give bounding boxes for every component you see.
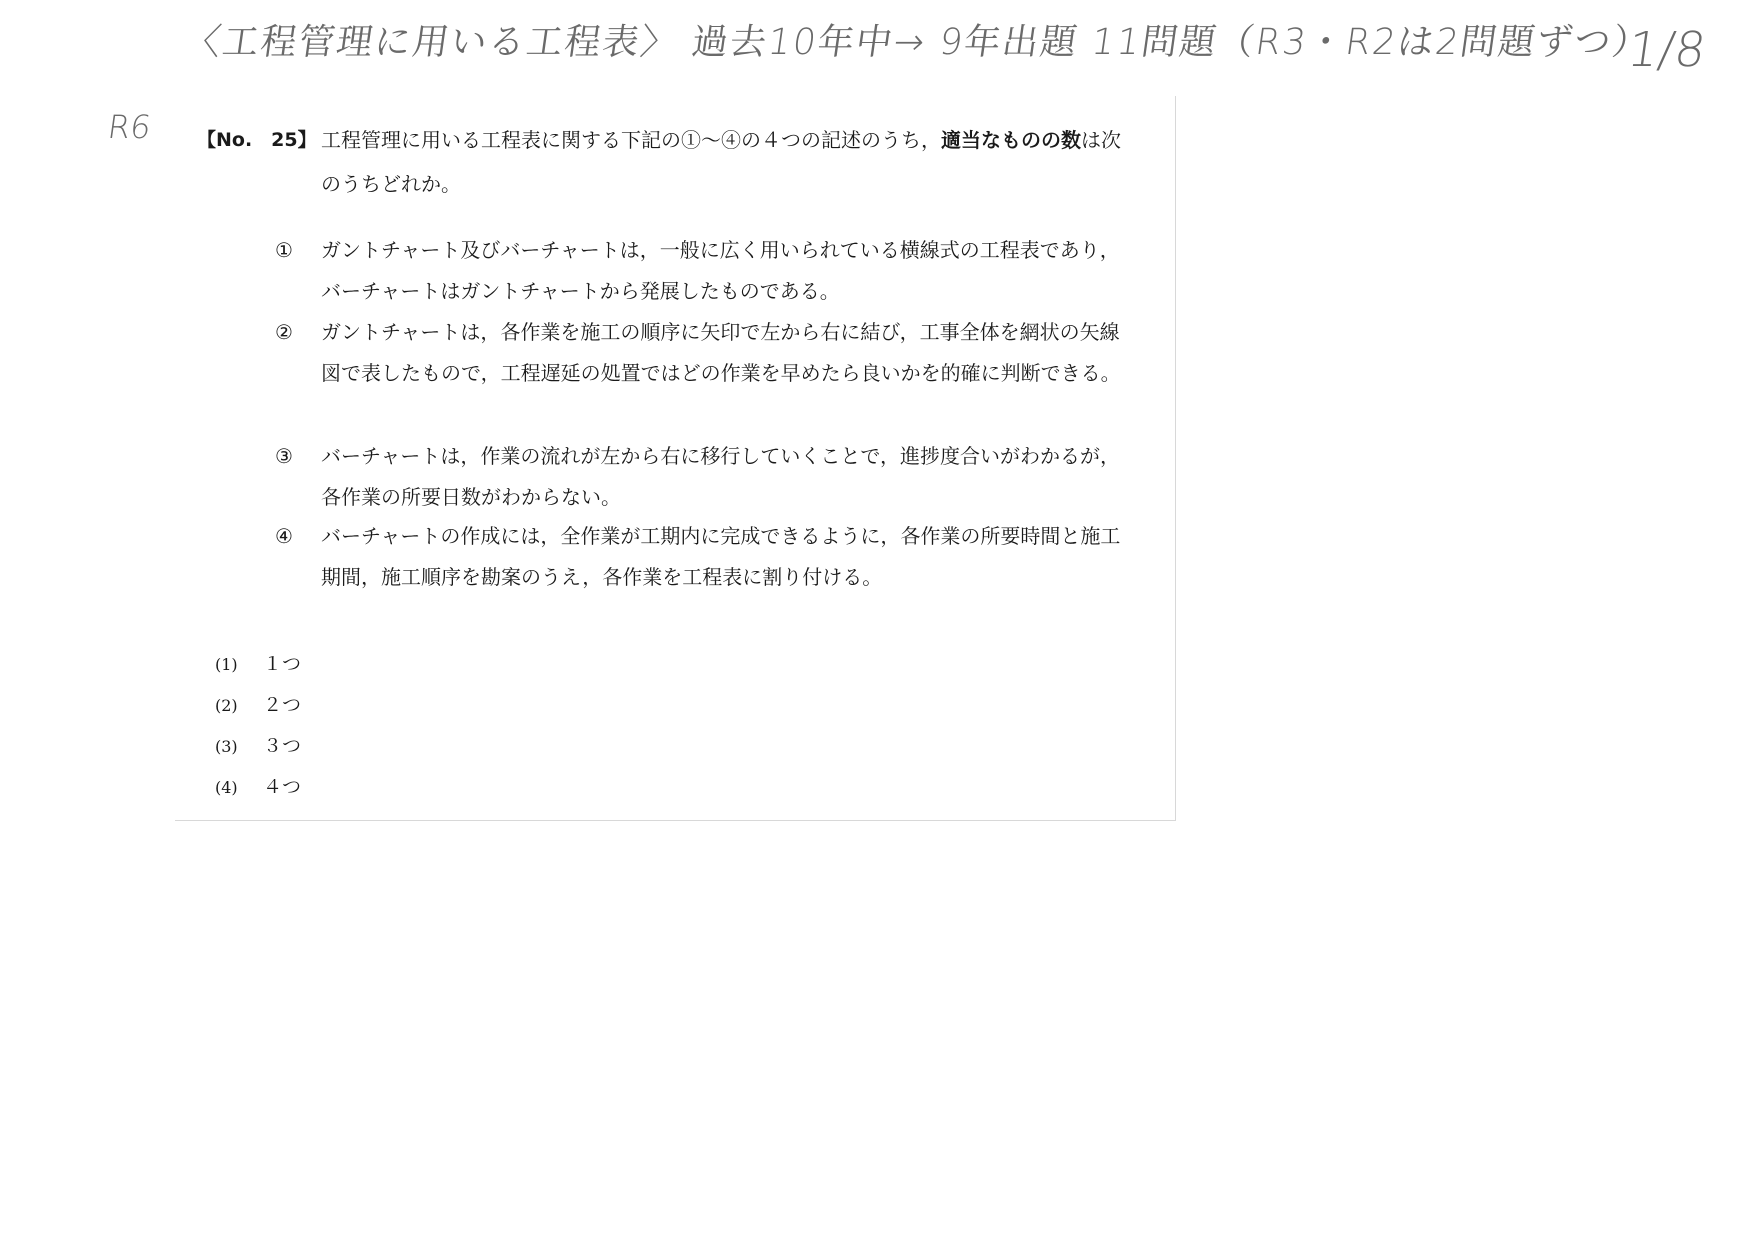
choice-label: ２つ: [263, 694, 302, 716]
answer-choice-1[interactable]: [215, 649, 301, 680]
statement-text: バーチャートは，作業の流れが左から右に移行していくことで，進捗度合いがわかるが，各作業の所要日数がわからない。: [321, 444, 1120, 509]
statement-marker: ①: [275, 238, 293, 262]
handwritten-year-mark: R6: [105, 108, 154, 146]
choice-label: ４つ: [263, 776, 302, 798]
statement-marker: ③: [275, 444, 293, 468]
statement-marker: ②: [275, 320, 293, 344]
answer-choice-4[interactable]: [215, 772, 301, 803]
statement-text: バーチャートの作成には，全作業が工期内に完成できるように，各作業の所要時間と施工期間，施工順序を勘案のうえ，各作業を工程表に割り付ける。: [321, 524, 1121, 589]
statement-text: ガントチャート及びバーチャートは，一般に広く用いられている横線式の工程表であり，バーチャートはガントチャートから発展したものである。: [321, 238, 1120, 303]
handwritten-header-note: 〈工程管理に用いる工程表〉 過去10年中→ 9年出題 11問題（R3・R2は2問題ずつ）: [181, 22, 1654, 63]
question-text-emphasis: 適当なものの数: [941, 128, 1081, 152]
choice-number: (4): [215, 778, 238, 797]
choice-number: (3): [215, 737, 238, 756]
choice-label: １つ: [263, 653, 302, 675]
answer-choice-2[interactable]: [215, 690, 301, 721]
choice-label: ３つ: [263, 735, 302, 757]
question-text-part1: 工程管理に用いる工程表に関する下記の①～④の４つの記述のうち，: [321, 128, 941, 152]
question-number: 【No. 25】: [197, 129, 317, 151]
statement-text: ガントチャートは，各作業を施工の順序に矢印で左から右に結び，工事全体を網状の矢線図で表したもので，工程遅延の処置ではどの作業を早めたら良いかを的確に判断できる。: [321, 320, 1121, 385]
question-text: [321, 118, 1121, 206]
choice-number: (2): [215, 696, 238, 715]
choice-number: (1): [215, 655, 238, 674]
question-sheet: [175, 96, 1176, 821]
question-text-part2: は次のうちどれか。: [321, 128, 1121, 196]
statement-marker: ④: [275, 524, 293, 548]
answer-choice-3[interactable]: [215, 731, 301, 762]
handwritten-page-number: 1/8: [1624, 22, 1710, 78]
